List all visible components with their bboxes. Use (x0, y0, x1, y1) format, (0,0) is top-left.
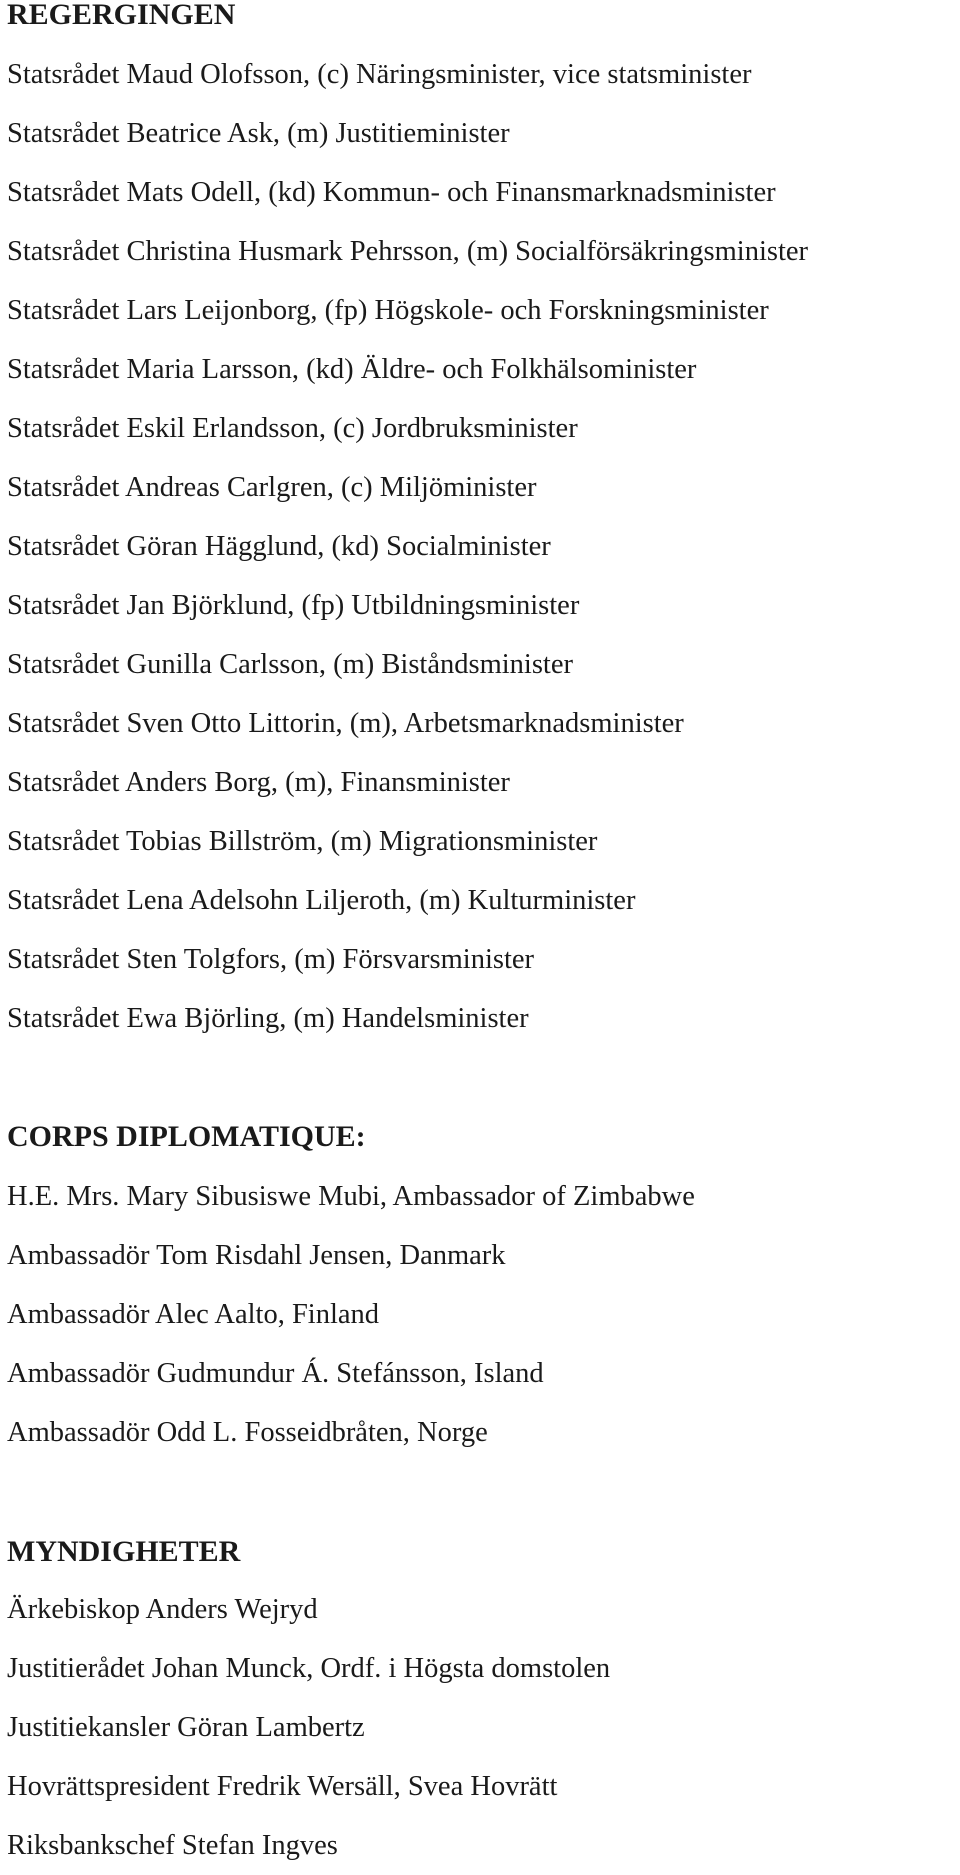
list-item: Ambassadör Gudmundur Á. Stefánsson, Island (7, 1358, 544, 1389)
list-item: Justitiekansler Göran Lambertz (7, 1712, 365, 1743)
list-item: Riksbankschef Stefan Ingves (7, 1830, 338, 1861)
list-item: Statsrådet Gunilla Carlsson, (m) Biståndsminister (7, 649, 573, 680)
list-item: Statsrådet Jan Björklund, (fp) Utbildningsminister (7, 590, 580, 621)
list-item: H.E. Mrs. Mary Sibusiswe Mubi, Ambassador of Zimbabwe (7, 1181, 695, 1212)
list-item: Statsrådet Lars Leijonborg, (fp) Högskole- och Forskningsminister (7, 295, 769, 326)
list-item: Statsrådet Göran Hägglund, (kd) Socialminister (7, 531, 551, 562)
section-heading: REGERGINGEN (7, 0, 236, 31)
list-item: Ärkebiskop Anders Wejryd (7, 1594, 318, 1625)
list-item: Statsrådet Andreas Carlgren, (c) Miljöminister (7, 472, 537, 503)
list-item: Statsrådet Tobias Billström, (m) Migrationsminister (7, 826, 598, 857)
list-item: Hovrättspresident Fredrik Wersäll, Svea Hovrätt (7, 1771, 558, 1802)
list-item: Justitierådet Johan Munck, Ordf. i Högsta domstolen (7, 1653, 611, 1684)
section-heading: CORPS DIPLOMATIQUE: (7, 1120, 366, 1153)
list-item: Statsrådet Christina Husmark Pehrsson, (m) Socialförsäkringsminister (7, 236, 809, 267)
list-item: Statsrådet Maud Olofsson, (c) Näringsminister, vice statsminister (7, 59, 752, 90)
list-item: Statsrådet Sven Otto Littorin, (m), Arbetsmarknadsminister (7, 708, 684, 739)
guest-list (7, 45, 808, 1048)
list-item: Statsrådet Lena Adelsohn Liljeroth, (m) Kulturminister (7, 885, 636, 916)
list-item: Statsrådet Beatrice Ask, (m) Justitieminister (7, 118, 510, 149)
list-item: Statsrådet Sten Tolgfors, (m) Försvarsminister (7, 944, 535, 975)
list-item: Ambassadör Tom Risdahl Jensen, Danmark (7, 1240, 506, 1271)
list-item: Ambassadör Alec Aalto, Finland (7, 1299, 380, 1330)
list-item: Ambassadör Odd L. Fosseidbråten, Norge (7, 1417, 488, 1448)
list-item: Statsrådet Maria Larsson, (kd) Äldre- och Folkhälsominister (7, 354, 697, 385)
guest-list (7, 1167, 695, 1462)
list-item: Statsrådet Eskil Erlandsson, (c) Jordbruksminister (7, 413, 578, 444)
list-item: Statsrådet Anders Borg, (m), Finansminister (7, 767, 510, 798)
section-heading: MYNDIGHETER (7, 1535, 241, 1568)
list-item: Statsrådet Mats Odell, (kd) Kommun- och Finansmarknadsminister (7, 177, 776, 208)
list-item: Statsrådet Ewa Björling, (m) Handelsminister (7, 1003, 529, 1034)
guest-list (7, 1580, 610, 1875)
